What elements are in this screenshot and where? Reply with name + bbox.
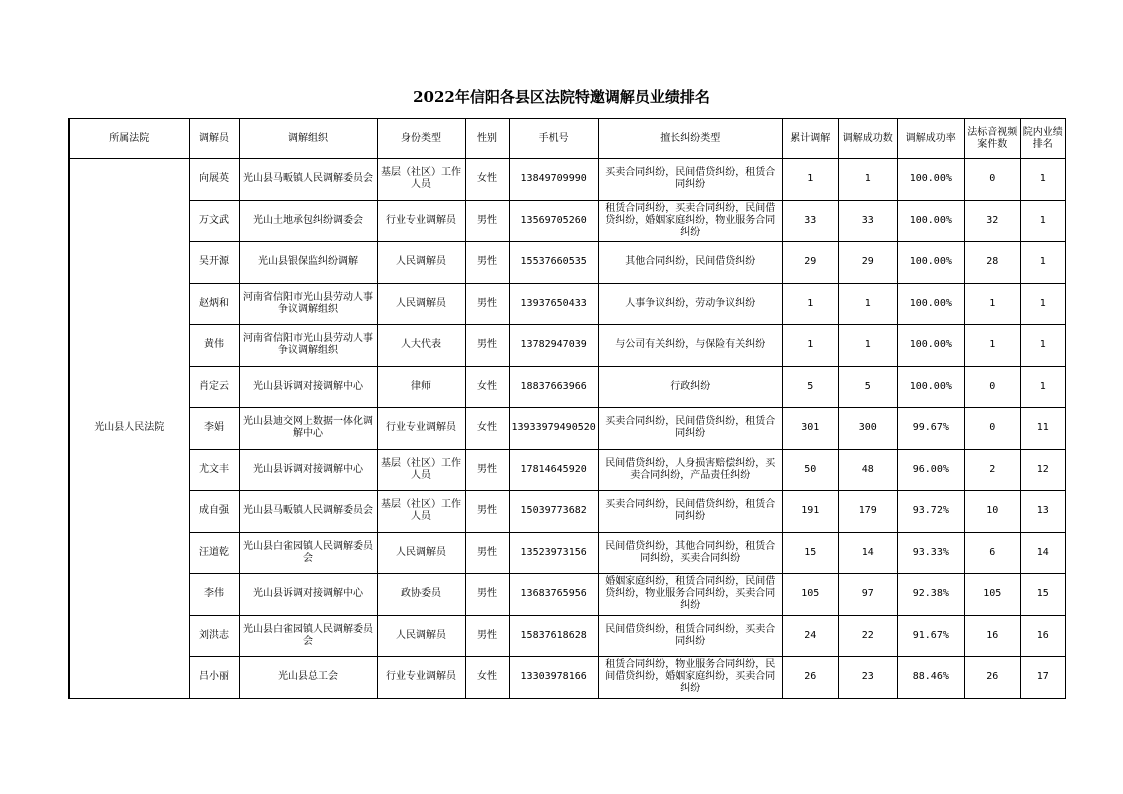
- cell-rank: 15: [1020, 574, 1065, 616]
- cell-video-cases: 1: [964, 283, 1020, 325]
- table-row: [69, 408, 1065, 450]
- cell-success-count: 33: [838, 200, 897, 242]
- cell-total: 1: [782, 159, 838, 201]
- cell-mediator: 汪道乾: [189, 532, 239, 574]
- cell-total: 50: [782, 449, 838, 491]
- cell-phone: 15039773682: [509, 491, 598, 533]
- cell-video-cases: 28: [964, 242, 1020, 284]
- cell-success-rate: 99.67%: [897, 408, 964, 450]
- table-row: [69, 325, 1065, 367]
- cell-specialty: 民间借贷纠纷，人身损害赔偿纠纷，买卖合同纠纷，产品责任纠纷: [598, 449, 782, 491]
- cell-success-rate: 92.38%: [897, 574, 964, 616]
- cell-success-rate: 91.67%: [897, 615, 964, 657]
- cell-total: 29: [782, 242, 838, 284]
- cell-identity: 行业专业调解员: [377, 657, 465, 699]
- cell-phone: 13937650433: [509, 283, 598, 325]
- cell-success-count: 29: [838, 242, 897, 284]
- cell-org: 河南省信阳市光山县劳动人事争议调解组织: [239, 283, 377, 325]
- cell-mediator: 尤文丰: [189, 449, 239, 491]
- cell-success-rate: 88.46%: [897, 657, 964, 699]
- cell-identity: 基层（社区）工作人员: [377, 491, 465, 533]
- cell-success-count: 300: [838, 408, 897, 450]
- cell-video-cases: 16: [964, 615, 1020, 657]
- cell-mediator: 赵炳和: [189, 283, 239, 325]
- cell-rank: 1: [1020, 242, 1065, 284]
- cell-gender: 男性: [465, 574, 509, 616]
- cell-identity: 政协委员: [377, 574, 465, 616]
- cell-phone: 13683765956: [509, 574, 598, 616]
- header-identity: 身份类型: [377, 119, 465, 159]
- cell-court: 光山县人民法院: [69, 159, 189, 699]
- cell-gender: 男性: [465, 615, 509, 657]
- cell-specialty: 买卖合同纠纷，民间借贷纠纷，租赁合同纠纷: [598, 408, 782, 450]
- cell-success-rate: 100.00%: [897, 283, 964, 325]
- cell-success-count: 48: [838, 449, 897, 491]
- cell-total: 24: [782, 615, 838, 657]
- table-row: [69, 366, 1065, 408]
- cell-success-rate: 100.00%: [897, 200, 964, 242]
- cell-phone: 13782947039: [509, 325, 598, 367]
- cell-video-cases: 6: [964, 532, 1020, 574]
- cell-video-cases: 26: [964, 657, 1020, 699]
- cell-rank: 1: [1020, 325, 1065, 367]
- cell-org: 光山县白雀园镇人民调解委员会: [239, 615, 377, 657]
- cell-success-count: 23: [838, 657, 897, 699]
- table-row: [69, 159, 1065, 201]
- cell-gender: 男性: [465, 325, 509, 367]
- cell-org: 光山县银保监纠纷调解: [239, 242, 377, 284]
- cell-phone: 15537660535: [509, 242, 598, 284]
- cell-identity: 人民调解员: [377, 242, 465, 284]
- cell-success-rate: 93.33%: [897, 532, 964, 574]
- cell-rank: 1: [1020, 159, 1065, 201]
- mediator-ranking-table: [68, 118, 1066, 699]
- table-row: [69, 615, 1065, 657]
- cell-org: 光山县诉调对接调解中心: [239, 574, 377, 616]
- cell-gender: 女性: [465, 366, 509, 408]
- cell-mediator: 万文武: [189, 200, 239, 242]
- cell-mediator: 向展英: [189, 159, 239, 201]
- cell-mediator: 成自强: [189, 491, 239, 533]
- cell-org: 光山县迪交网上数据一体化调解中心: [239, 408, 377, 450]
- cell-video-cases: 0: [964, 408, 1020, 450]
- table-row: [69, 532, 1065, 574]
- cell-org: 光山县诉调对接调解中心: [239, 449, 377, 491]
- cell-rank: 1: [1020, 200, 1065, 242]
- cell-rank: 12: [1020, 449, 1065, 491]
- header-mediator: 调解员: [189, 119, 239, 159]
- cell-specialty: 行政纠纷: [598, 366, 782, 408]
- table-row: [69, 574, 1065, 616]
- cell-success-count: 179: [838, 491, 897, 533]
- cell-gender: 男性: [465, 491, 509, 533]
- cell-success-count: 1: [838, 283, 897, 325]
- cell-phone: 18837663966: [509, 366, 598, 408]
- cell-identity: 基层（社区）工作人员: [377, 159, 465, 201]
- cell-total: 1: [782, 283, 838, 325]
- cell-specialty: 买卖合同纠纷，民间借贷纠纷，租赁合同纠纷: [598, 491, 782, 533]
- cell-video-cases: 0: [964, 366, 1020, 408]
- cell-specialty: 租赁合同纠纷，买卖合同纠纷，民间借贷纠纷，婚姻家庭纠纷，物业服务合同纠纷: [598, 200, 782, 242]
- cell-success-count: 5: [838, 366, 897, 408]
- cell-rank: 1: [1020, 283, 1065, 325]
- header-total: 累计调解: [782, 119, 838, 159]
- cell-specialty: 民间借贷纠纷，租赁合同纠纷，买卖合同纠纷: [598, 615, 782, 657]
- cell-mediator: 吕小丽: [189, 657, 239, 699]
- cell-org: 光山县总工会: [239, 657, 377, 699]
- cell-phone: 13523973156: [509, 532, 598, 574]
- cell-rank: 14: [1020, 532, 1065, 574]
- cell-specialty: 租赁合同纠纷，物业服务合同纠纷，民间借贷纠纷，婚姻家庭纠纷，买卖合同纠纷: [598, 657, 782, 699]
- cell-rank: 11: [1020, 408, 1065, 450]
- cell-total: 5: [782, 366, 838, 408]
- cell-identity: 人大代表: [377, 325, 465, 367]
- header-rank: 院内业绩排名: [1020, 119, 1065, 159]
- table-row: [69, 242, 1065, 284]
- cell-gender: 男性: [465, 200, 509, 242]
- cell-success-count: 14: [838, 532, 897, 574]
- cell-gender: 女性: [465, 657, 509, 699]
- cell-video-cases: 0: [964, 159, 1020, 201]
- cell-identity: 基层（社区）工作人员: [377, 449, 465, 491]
- cell-identity: 行业专业调解员: [377, 408, 465, 450]
- cell-gender: 男性: [465, 449, 509, 491]
- cell-success-rate: 96.00%: [897, 449, 964, 491]
- cell-rank: 17: [1020, 657, 1065, 699]
- header-org: 调解组织: [239, 119, 377, 159]
- cell-gender: 女性: [465, 408, 509, 450]
- cell-specialty: 民间借贷纠纷，其他合同纠纷，租赁合同纠纷，买卖合同纠纷: [598, 532, 782, 574]
- cell-org: 河南省信阳市光山县劳动人事争议调解组织: [239, 325, 377, 367]
- cell-phone: 13933979490520: [509, 408, 598, 450]
- cell-mediator: 李娟: [189, 408, 239, 450]
- cell-rank: 13: [1020, 491, 1065, 533]
- page-title: 2022年信阳各县区法院特邀调解员业绩排名: [413, 88, 710, 106]
- cell-total: 301: [782, 408, 838, 450]
- cell-total: 33: [782, 200, 838, 242]
- cell-specialty: 婚姻家庭纠纷，租赁合同纠纷，民间借贷纠纷，物业服务合同纠纷，买卖合同纠纷: [598, 574, 782, 616]
- cell-phone: 15837618628: [509, 615, 598, 657]
- header-video-cases: 法标音视频案件数: [964, 119, 1020, 159]
- header-row: [69, 119, 1065, 159]
- cell-total: 26: [782, 657, 838, 699]
- cell-org: 光山土地承包纠纷调委会: [239, 200, 377, 242]
- cell-identity: 人民调解员: [377, 615, 465, 657]
- cell-success-count: 1: [838, 325, 897, 367]
- cell-gender: 男性: [465, 242, 509, 284]
- cell-success-count: 1: [838, 159, 897, 201]
- cell-success-count: 97: [838, 574, 897, 616]
- cell-phone: 13849709990: [509, 159, 598, 201]
- table-row: [69, 657, 1065, 699]
- cell-total: 191: [782, 491, 838, 533]
- cell-identity: 行业专业调解员: [377, 200, 465, 242]
- cell-success-rate: 93.72%: [897, 491, 964, 533]
- cell-video-cases: 10: [964, 491, 1020, 533]
- cell-success-count: 22: [838, 615, 897, 657]
- cell-mediator: 黄伟: [189, 325, 239, 367]
- cell-specialty: 与公司有关纠纷，与保险有关纠纷: [598, 325, 782, 367]
- table-row: [69, 449, 1065, 491]
- table-row: [69, 283, 1065, 325]
- header-success-count: 调解成功数: [838, 119, 897, 159]
- cell-mediator: 李伟: [189, 574, 239, 616]
- cell-total: 15: [782, 532, 838, 574]
- cell-identity: 人民调解员: [377, 532, 465, 574]
- header-specialty: 擅长纠纷类型: [598, 119, 782, 159]
- cell-phone: 13569705260: [509, 200, 598, 242]
- cell-rank: 16: [1020, 615, 1065, 657]
- cell-success-rate: 100.00%: [897, 325, 964, 367]
- cell-org: 光山县诉调对接调解中心: [239, 366, 377, 408]
- cell-specialty: 人事争议纠纷，劳动争议纠纷: [598, 283, 782, 325]
- cell-gender: 男性: [465, 532, 509, 574]
- table-row: [69, 491, 1065, 533]
- cell-gender: 男性: [465, 283, 509, 325]
- cell-success-rate: 100.00%: [897, 242, 964, 284]
- cell-identity: 人民调解员: [377, 283, 465, 325]
- cell-success-rate: 100.00%: [897, 366, 964, 408]
- cell-specialty: 其他合同纠纷，民间借贷纠纷: [598, 242, 782, 284]
- cell-total: 1: [782, 325, 838, 367]
- cell-specialty: 买卖合同纠纷，民间借贷纠纷，租赁合同纠纷: [598, 159, 782, 201]
- table-body: [69, 159, 1065, 699]
- cell-phone: 17814645920: [509, 449, 598, 491]
- header-gender: 性别: [465, 119, 509, 159]
- cell-rank: 1: [1020, 366, 1065, 408]
- cell-video-cases: 2: [964, 449, 1020, 491]
- cell-org: 光山县白雀园镇人民调解委员会: [239, 532, 377, 574]
- cell-total: 105: [782, 574, 838, 616]
- header-success-rate: 调解成功率: [897, 119, 964, 159]
- cell-gender: 女性: [465, 159, 509, 201]
- header-phone: 手机号: [509, 119, 598, 159]
- cell-identity: 律师: [377, 366, 465, 408]
- cell-org: 光山县马畈镇人民调解委员会: [239, 159, 377, 201]
- cell-mediator: 吴开源: [189, 242, 239, 284]
- cell-video-cases: 1: [964, 325, 1020, 367]
- cell-phone: 13303978166: [509, 657, 598, 699]
- cell-mediator: 刘洪志: [189, 615, 239, 657]
- cell-mediator: 肖定云: [189, 366, 239, 408]
- table-row: [69, 200, 1065, 242]
- cell-org: 光山县马畈镇人民调解委员会: [239, 491, 377, 533]
- cell-success-rate: 100.00%: [897, 159, 964, 201]
- header-court: 所属法院: [69, 119, 189, 159]
- cell-video-cases: 32: [964, 200, 1020, 242]
- cell-video-cases: 105: [964, 574, 1020, 616]
